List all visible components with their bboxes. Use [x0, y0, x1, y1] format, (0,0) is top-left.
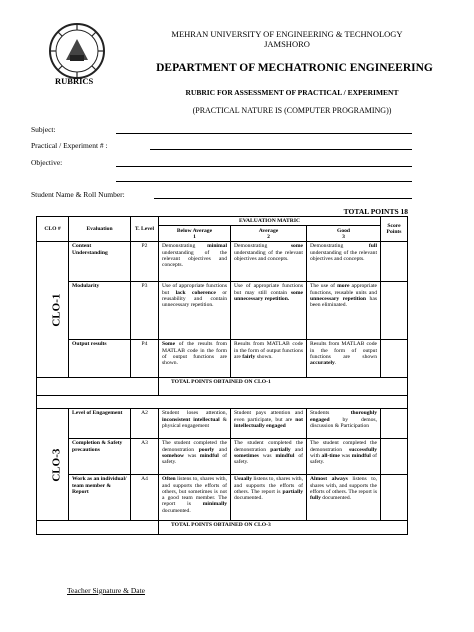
descriptor-text: documented. — [234, 495, 263, 502]
descriptor-text: of safety. — [310, 452, 378, 466]
rubric-row — [37, 475, 408, 521]
descriptor-text: was — [339, 452, 352, 459]
emphasis-text: some — [290, 243, 303, 250]
university-seal-logo — [48, 22, 106, 80]
score-header: Score Points — [381, 217, 408, 242]
emphasis-text: more — [337, 283, 350, 290]
emphasis-text: lack coherence — [175, 289, 216, 296]
t-level-header: T. Level — [131, 217, 159, 242]
descriptor-text: was — [184, 452, 200, 459]
descriptor-text: Results from MATLAB code in the form of output functions are shown — [310, 341, 378, 360]
emphasis-text: fairly — [242, 353, 256, 360]
emphasis-text: mindful — [199, 452, 219, 459]
score-cell[interactable] — [381, 439, 408, 475]
descriptor-text: documented. — [320, 495, 352, 502]
descriptor-text: has been eliminated. — [310, 295, 378, 309]
logo-label: RUBRICS — [55, 76, 94, 86]
emphasis-text: some unnecessary repetition. — [234, 289, 303, 302]
clo-label: CLO-1 — [37, 242, 69, 378]
taxonomy-level: A4 — [131, 475, 159, 521]
descriptor-text: understanding of the relevant objectives and concepts. — [310, 249, 378, 262]
emphasis-text: Often — [162, 476, 176, 483]
descriptor-c1 — [159, 282, 231, 340]
descriptor-text: Students — [310, 410, 351, 417]
criterion-name: Output results — [69, 340, 131, 378]
emphasis-text: poorly — [198, 446, 215, 453]
emphasis-text: all-time — [321, 452, 340, 459]
rubric-row — [37, 242, 408, 282]
university-name: MEHRAN UNIVERSITY OF ENGINEERING & TECHNOLOGY JAMSHORO — [171, 29, 403, 49]
descriptor-text: listens to, shares with, and supports the efforts of others. The report is — [310, 476, 378, 495]
descriptor-c1 — [159, 409, 231, 439]
total-points: TOTAL POINTS 18 — [343, 207, 408, 216]
descriptor-c3 — [307, 242, 381, 282]
rubric-row — [37, 282, 408, 340]
descriptor-text: . — [334, 360, 337, 367]
descriptor-text: understanding of the relevant objectives and concepts. — [234, 249, 303, 262]
practical-nature: (PRACTICAL NATURE IS (COMPUTER PROGRAMING)) — [192, 106, 392, 115]
emphasis-text: inconsistent intellectual — [162, 416, 220, 423]
emphasis-text: minimal — [207, 243, 227, 250]
descriptor-text: understanding of the relevant objectives and concepts. — [162, 249, 227, 269]
clo3-total-row — [37, 521, 408, 535]
descriptor-c2 — [231, 282, 307, 340]
emphasis-text: not intellectually engaged — [234, 416, 303, 429]
taxonomy-level: A3 — [131, 439, 159, 475]
rubric-title: RUBRIC FOR ASSESSMENT OF PRACTICAL / EXPERIMENT — [185, 88, 399, 97]
score-cell[interactable] — [381, 475, 408, 521]
descriptor-text: listens to, shares with, and supports the efforts of others, but sometimes is not a good team member. The report is — [162, 476, 227, 508]
descriptor-text: and — [290, 446, 303, 453]
evaluation-header: Evaluation — [69, 217, 131, 242]
emphasis-text: fully — [310, 495, 321, 502]
descriptor-text: The student completed the demonstration — [234, 440, 303, 453]
taxonomy-level: A2 — [131, 409, 159, 439]
clo1-total-label: TOTAL POINTS OBTAINED ON CLO-1 — [159, 378, 408, 396]
emphasis-text: Usually — [234, 476, 253, 483]
descriptor-text: The student completed the demonstration — [162, 440, 227, 453]
rubric-row — [37, 439, 408, 475]
score-cell[interactable] — [381, 242, 408, 282]
descriptor-text: & physical engagement — [162, 416, 227, 429]
descriptor-c2 — [231, 409, 307, 439]
descriptor-c1 — [159, 242, 231, 282]
descriptor-text: of safety. — [234, 452, 304, 466]
score-cell[interactable] — [381, 409, 408, 439]
criterion-name: Level of Engagement — [69, 409, 131, 439]
emphasis-text: unnecessary repetition — [310, 295, 366, 302]
clo-label: CLO-3 — [37, 409, 69, 521]
emphasis-text: mindful — [275, 452, 295, 459]
taxonomy-level: P4 — [131, 340, 159, 378]
descriptor-text: of safety. — [162, 452, 228, 466]
subject-line[interactable] — [116, 133, 412, 134]
average-header: Average 2 — [231, 226, 307, 242]
descriptor-c3 — [307, 340, 381, 378]
clo3-total-label: TOTAL POINTS OBTAINED ON CLO-3 — [159, 521, 408, 535]
descriptor-text: listens to, shares with, and supports the efforts of others. The report is — [234, 476, 303, 495]
descriptor-text: by demos, discussion & Participation — [310, 416, 378, 429]
rubric-row — [37, 340, 408, 378]
descriptor-c2 — [231, 475, 307, 521]
descriptor-c1 — [159, 439, 231, 475]
objective-line-1[interactable] — [116, 166, 412, 167]
descriptor-text: appropriate functions, reusable units and — [310, 283, 378, 296]
descriptor-text: The student completed the demonstration — [310, 440, 378, 453]
descriptor-c1 — [159, 340, 231, 378]
descriptor-text: Use of appropriate functions but may still contain — [234, 283, 303, 296]
student-line[interactable] — [154, 198, 412, 199]
descriptor-text: Results from MATLAB code in the form of output functions are — [234, 341, 303, 360]
subject-label: Subject: — [31, 125, 56, 134]
score-cell[interactable] — [381, 340, 408, 378]
descriptor-text: Demonstrating — [234, 243, 291, 250]
descriptor-text: Demonstrating — [162, 243, 208, 250]
emphasis-text: Some — [162, 341, 176, 348]
descriptor-c2 — [231, 439, 307, 475]
descriptor-text: The use of — [310, 283, 338, 290]
descriptor-c2 — [231, 340, 307, 378]
emphasis-text: sometimes — [234, 452, 259, 459]
emphasis-text: partially — [270, 446, 291, 453]
good-header: Good 3 — [307, 226, 381, 242]
objective-label: Objective: — [31, 158, 63, 167]
emphasis-text: successfully — [349, 446, 378, 453]
rubric-table — [36, 216, 408, 535]
descriptor-c1 — [159, 475, 231, 521]
emphasis-text: mindful — [351, 452, 371, 459]
score-cell[interactable] — [381, 282, 408, 340]
descriptor-text: of the results from MATLAB code in the form of output functions are shown. — [162, 341, 227, 367]
descriptor-text: and — [214, 446, 227, 453]
emphasis-text: somehow — [162, 452, 185, 459]
student-label: Student Name & Roll Number: — [31, 190, 125, 199]
emphasis-text: thoroughly engaged — [310, 410, 378, 423]
objective-line-2[interactable] — [116, 181, 412, 182]
descriptor-text: Student loses attention, — [162, 410, 227, 417]
clo-header: CLO # — [37, 217, 69, 242]
descriptor-c2 — [231, 242, 307, 282]
descriptor-text: documented. — [162, 507, 191, 514]
descriptor-text: shown. — [255, 353, 273, 360]
emphasis-text: full — [368, 243, 378, 250]
descriptor-text: or reusability and contain unnecessary repetition. — [162, 289, 227, 309]
practical-line[interactable] — [150, 149, 412, 150]
rubric-row — [37, 409, 408, 439]
descriptor-text: with — [310, 452, 322, 459]
table-gap — [37, 396, 408, 409]
descriptor-c3 — [307, 439, 381, 475]
clo1-total-row — [37, 378, 408, 396]
below-average-header: Below Average 1 — [159, 226, 231, 242]
emphasis-text: Almost always — [310, 476, 348, 483]
practical-label: Practical / Experiment # : — [31, 141, 108, 150]
emphasis-text: accurately — [310, 360, 335, 367]
criterion-name: Work as an individual/ team member & Report — [69, 475, 131, 521]
descriptor-c3 — [307, 409, 381, 439]
descriptor-text: Demonstrating — [310, 243, 369, 250]
descriptor-text: Use of appropriate functions but — [162, 283, 227, 296]
descriptor-c3 — [307, 475, 381, 521]
descriptor-text: was — [258, 452, 276, 459]
taxonomy-level: P3 — [131, 282, 159, 340]
teacher-signature-label: Teacher Signature & Date — [67, 586, 145, 595]
department-title: DEPARTMENT OF MECHATRONIC ENGINEERING — [156, 62, 433, 74]
criterion-name: Modularity — [69, 282, 131, 340]
descriptor-text: Student pays attention and even participate, but are — [234, 410, 303, 423]
criterion-name: Content Understanding — [69, 242, 131, 282]
matric-header: EVALUATION MATRIC — [159, 217, 381, 226]
taxonomy-level: P2 — [131, 242, 159, 282]
emphasis-text: minimally — [202, 501, 227, 508]
descriptor-c3 — [307, 282, 381, 340]
emphasis-text: partially — [282, 488, 303, 495]
criterion-name: Completion & Safety precautions — [69, 439, 131, 475]
